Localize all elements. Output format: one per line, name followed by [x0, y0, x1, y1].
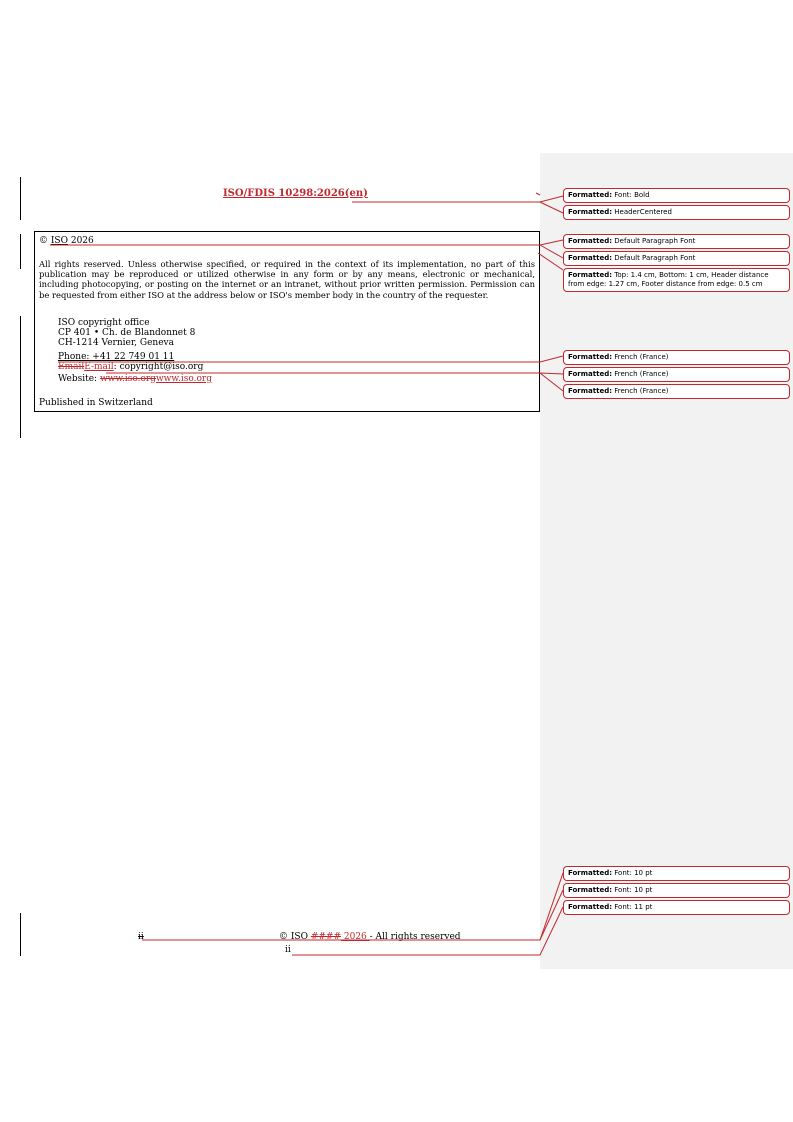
- comment-text: Font: 11 pt: [612, 903, 653, 911]
- copyright-year: 2026: [67, 236, 94, 246]
- comment-balloon[interactable]: [563, 205, 790, 220]
- office-email: [58, 362, 203, 372]
- comment-text: Font: Bold: [612, 191, 650, 199]
- comment-text: HeaderCentered: [612, 208, 672, 216]
- comment-label: Formatted:: [568, 254, 613, 262]
- website-inserted[interactable]: www.iso.org: [155, 374, 212, 384]
- email-address: : copyright@iso.org: [113, 362, 204, 372]
- comment-text: Top: 1.4 cm, Bottom: 1 cm, Header distance from edge: 1.27 cm, Footer distance from edge: 0.5 cm: [568, 271, 769, 288]
- comment-label: Formatted:: [568, 191, 613, 199]
- footer-year-deleted: ####: [310, 932, 341, 942]
- office-phone: Phone: +41 22 749 01 11: [58, 352, 175, 362]
- comment-balloon[interactable]: [563, 188, 790, 203]
- email-inserted: E-mail: [84, 362, 114, 372]
- comment-text: Font: 10 pt: [612, 869, 653, 877]
- change-bar: [20, 234, 21, 269]
- email-deleted: Email: [58, 362, 85, 372]
- comment-balloon[interactable]: [563, 866, 790, 881]
- published-line: Published in Switzerland: [39, 398, 153, 408]
- document-title: ISO/FDIS 10298:2026(en): [223, 188, 368, 199]
- comment-text: French (France): [612, 387, 669, 395]
- footer-page-deleted: ii: [138, 932, 144, 942]
- leader-line: [292, 907, 563, 955]
- website-label: Website:: [58, 374, 100, 384]
- website-deleted[interactable]: www.iso.org: [99, 374, 156, 384]
- footer-page-number: ii: [285, 945, 291, 955]
- comment-label: Formatted:: [568, 208, 613, 216]
- comment-text: Default Paragraph Font: [612, 254, 696, 262]
- comment-label: Formatted:: [568, 869, 613, 877]
- office-address-2: CH-1214 Vernier, Geneva: [58, 338, 174, 348]
- comment-balloon[interactable]: [563, 883, 790, 898]
- footer-copyright-prefix: © ISO: [279, 932, 311, 942]
- change-bar: [20, 177, 21, 220]
- leader-line: [142, 873, 563, 940]
- office-address-1: CP 401 • Ch. de Blandonnet 8: [58, 328, 196, 338]
- comment-label: Formatted:: [568, 271, 613, 279]
- comment-text: French (France): [612, 370, 669, 378]
- comment-label: Formatted:: [568, 903, 613, 911]
- copyright-iso: ISO: [50, 236, 68, 246]
- comment-label: Formatted:: [568, 370, 613, 378]
- comment-label: Formatted:: [568, 353, 613, 361]
- comment-label: Formatted:: [568, 886, 613, 894]
- copyright-line: [39, 236, 94, 246]
- comment-label: Formatted:: [568, 387, 613, 395]
- comment-text: Default Paragraph Font: [612, 237, 696, 245]
- comment-balloon[interactable]: [563, 251, 790, 266]
- comment-balloon[interactable]: [563, 234, 790, 249]
- footer-year-inserted: 2026: [341, 932, 370, 942]
- change-bar: [20, 316, 21, 438]
- comment-balloon[interactable]: [563, 367, 790, 382]
- comment-text: French (France): [612, 353, 669, 361]
- change-bar: [20, 913, 21, 956]
- office-name: ISO copyright office: [58, 318, 150, 328]
- comment-label: Formatted:: [568, 237, 613, 245]
- comment-balloon[interactable]: [563, 268, 790, 292]
- footer-rights: - All rights reserved: [369, 932, 461, 942]
- comment-balloon[interactable]: [563, 384, 790, 399]
- copyright-symbol: ©: [39, 236, 51, 246]
- rights-paragraph: All rights reserved. Unless otherwise specified, or required in the context of its implementation, no part of this publication may be reproduced or utilized otherwise in any form or by any means, electronic or mechanical, including photocopying, or posting on the internet or an intranet, without prior written permission. Permission can be requested from either ISO at the address below or ISO's member body in the country of the requester.: [39, 259, 535, 300]
- footer-copyright: [279, 932, 461, 942]
- comment-text: Font: 10 pt: [612, 886, 653, 894]
- office-website: [58, 374, 212, 384]
- leader-line: [352, 196, 563, 202]
- comment-balloon[interactable]: [563, 350, 790, 365]
- comment-balloon[interactable]: [563, 900, 790, 915]
